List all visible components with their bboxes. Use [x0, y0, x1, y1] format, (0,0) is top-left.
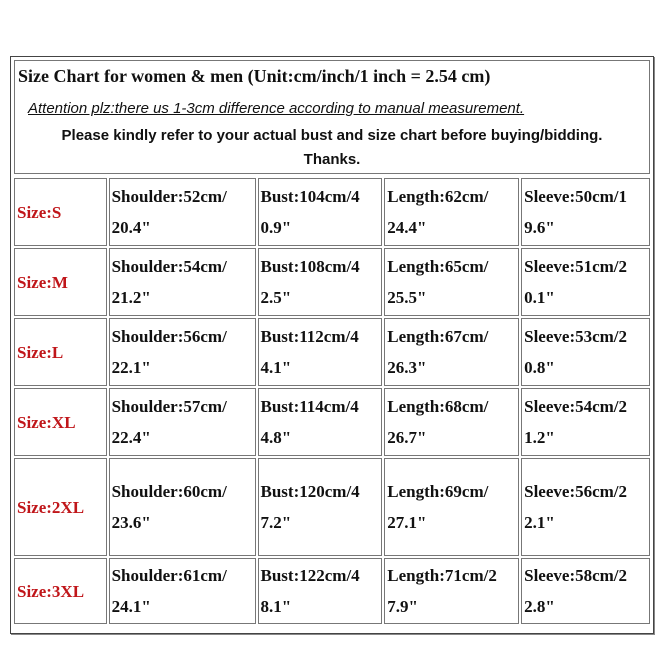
sleeve-cm: Sleeve:58cm/2 [524, 566, 628, 585]
sleeve-cm: Sleeve:54cm/2 [524, 397, 628, 416]
length-inch: 25.5" [387, 288, 427, 307]
bust-inch: 2.5" [260, 288, 292, 307]
bust-cm: Bust:122cm/4 [260, 566, 360, 585]
sleeve-cm: Sleeve:53cm/2 [524, 327, 628, 346]
length-cm: Length:67cm/ [387, 327, 489, 346]
thanks-note: Thanks. [303, 151, 361, 168]
sleeve-inch: 1.2" [524, 428, 555, 447]
shoulder-cell [109, 558, 256, 624]
length-cell [384, 458, 519, 556]
sleeve-cell [521, 318, 650, 386]
shoulder-inch: 24.1" [111, 597, 151, 616]
sleeve-inch: 2.8" [524, 597, 555, 616]
bust-inch: 0.9" [260, 218, 292, 237]
bust-inch: 8.1" [260, 597, 292, 616]
bust-cm: Bust:104cm/4 [260, 187, 360, 206]
table-row [14, 558, 650, 624]
length-inch: 7.9" [387, 597, 418, 616]
sleeve-inch: 9.6" [524, 218, 555, 237]
table-row [14, 248, 650, 316]
shoulder-inch: 22.4" [111, 428, 151, 447]
table-row [14, 178, 650, 246]
length-inch: 27.1" [387, 513, 427, 532]
length-inch: 24.4" [387, 218, 427, 237]
shoulder-cm: Shoulder:52cm/ [111, 187, 227, 206]
size-label: Size:3XL [14, 558, 107, 624]
size-label: Size:S [14, 178, 107, 246]
length-cm: Length:62cm/ [387, 187, 489, 206]
sleeve-inch: 0.1" [524, 288, 555, 307]
length-cell [384, 388, 519, 456]
shoulder-cell [109, 388, 256, 456]
table-row [14, 458, 650, 556]
refer-note: Please kindly refer to your actual bust and size chart before buying/bidding. [61, 127, 603, 144]
bust-cell [258, 318, 383, 386]
sleeve-cm: Sleeve:51cm/2 [524, 257, 628, 276]
bust-cm: Bust:112cm/4 [260, 327, 359, 346]
size-label: Size:M [14, 248, 107, 316]
shoulder-cell [109, 458, 256, 556]
table-row [14, 388, 650, 456]
size-label: Size:L [14, 318, 107, 386]
shoulder-cm: Shoulder:56cm/ [111, 327, 227, 346]
sleeve-cell [521, 178, 650, 246]
bust-inch: 4.1" [260, 358, 292, 377]
shoulder-cm: Shoulder:60cm/ [111, 482, 227, 501]
shoulder-inch: 23.6" [111, 513, 151, 532]
size-label: Size:2XL [14, 458, 107, 556]
length-cm: Length:69cm/ [387, 482, 489, 501]
length-inch: 26.3" [387, 358, 427, 377]
sleeve-cell [521, 248, 650, 316]
length-inch: 26.7" [387, 428, 427, 447]
shoulder-cm: Shoulder:57cm/ [111, 397, 227, 416]
length-cm: Length:65cm/ [387, 257, 489, 276]
bust-inch: 7.2" [260, 513, 292, 532]
length-cm: Length:68cm/ [387, 397, 489, 416]
size-table [12, 176, 652, 626]
length-cell [384, 318, 519, 386]
length-cell [384, 558, 519, 624]
length-cm: Length:71cm/2 [387, 566, 497, 585]
bust-cell [258, 458, 383, 556]
bust-cm: Bust:108cm/4 [260, 257, 360, 276]
shoulder-inch: 20.4" [111, 218, 151, 237]
bust-inch: 4.8" [260, 428, 292, 447]
bust-cell [258, 388, 383, 456]
shoulder-cell [109, 318, 256, 386]
shoulder-inch: 21.2" [111, 288, 151, 307]
bust-cell [258, 178, 383, 246]
shoulder-cm: Shoulder:54cm/ [111, 257, 227, 276]
shoulder-cell [109, 248, 256, 316]
size-chart-title: Size Chart for women & men (Unit:cm/inch/1 inch = 2.54 cm) [18, 66, 491, 86]
shoulder-inch: 22.1" [111, 358, 151, 377]
table-row [14, 318, 650, 386]
attention-note: Attention plz:there us 1-3cm difference according to manual measurement. [28, 100, 525, 117]
bust-cm: Bust:114cm/4 [260, 397, 359, 416]
sleeve-cell [521, 388, 650, 456]
bust-cm: Bust:120cm/4 [260, 482, 360, 501]
bust-cell [258, 558, 383, 624]
length-cell [384, 248, 519, 316]
sleeve-cell [521, 458, 650, 556]
sleeve-cell [521, 558, 650, 624]
sleeve-cm: Sleeve:50cm/1 [524, 187, 628, 206]
bust-cell [258, 248, 383, 316]
sleeve-inch: 0.8" [524, 358, 555, 377]
size-label: Size:XL [14, 388, 107, 456]
sleeve-cm: Sleeve:56cm/2 [524, 482, 628, 501]
sleeve-inch: 2.1" [524, 513, 555, 532]
length-cell [384, 178, 519, 246]
shoulder-cell [109, 178, 256, 246]
shoulder-cm: Shoulder:61cm/ [111, 566, 227, 585]
